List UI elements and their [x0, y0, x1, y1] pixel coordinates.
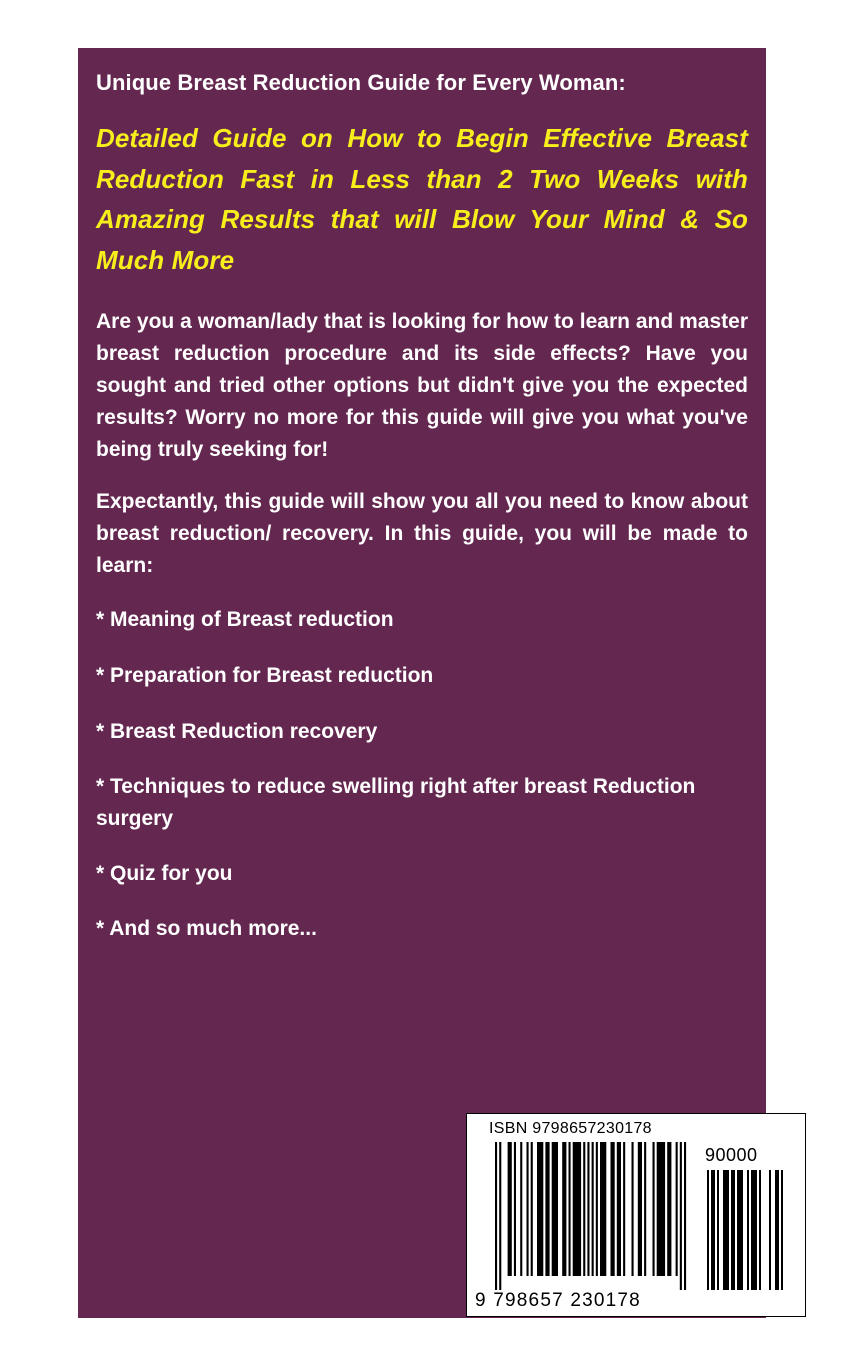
- barcode-bar: [527, 1142, 529, 1276]
- barcode-bar: [676, 1142, 678, 1276]
- barcode-bar: [520, 1142, 522, 1276]
- barcode-bar: [684, 1142, 686, 1290]
- barcode-bar: [638, 1142, 642, 1276]
- barcode-bar: [707, 1170, 709, 1290]
- barcode-bar: [617, 1142, 621, 1276]
- barcode-bar: [552, 1142, 558, 1276]
- barcode-bar: [611, 1142, 615, 1276]
- barcode-bar: [751, 1170, 757, 1290]
- barcode-bar: [731, 1170, 735, 1290]
- barcode-bar: [711, 1170, 715, 1290]
- barcode-bar: [600, 1142, 606, 1276]
- barcode-bar: [653, 1142, 655, 1276]
- barcode-bar: [717, 1170, 719, 1290]
- barcode-bar: [514, 1142, 516, 1276]
- barcode-bar: [781, 1170, 783, 1290]
- cover-heading: Unique Breast Reduction Guide for Every Woman:: [96, 70, 626, 95]
- bullet-item: * Meaning of Breast reduction: [96, 608, 394, 631]
- bullet-item: * Preparation for Breast reduction: [96, 664, 434, 687]
- barcode-bar: [667, 1142, 671, 1276]
- barcode-bar: [769, 1170, 771, 1290]
- barcode-bar: [537, 1142, 543, 1276]
- barcode-bar: [737, 1170, 743, 1290]
- barcode-digits: 9 798657 230178: [475, 1290, 641, 1311]
- barcode-bar: [583, 1142, 585, 1276]
- barcode-bar: [562, 1142, 566, 1276]
- bullet-item: * Quiz for you: [96, 862, 233, 885]
- barcode-bar: [657, 1142, 665, 1276]
- barcode-bar: [531, 1142, 533, 1276]
- bullet-item: * Breast Reduction recovery: [96, 720, 378, 743]
- barcode-bar: [747, 1170, 749, 1290]
- barcode-bar: [545, 1142, 549, 1276]
- cover-subtitle: Detailed Guide on How to Begin Effective Breast Reduction Fast in Less than 2 Two Weeks with Amazing Results that will Blow Your Mind & So Much More: [96, 123, 748, 275]
- barcode-bar: [680, 1142, 682, 1290]
- bullet-item: * Techniques to reduce swelling right after breast Reduction surgery: [96, 775, 696, 830]
- barcode-bar: [644, 1142, 646, 1276]
- addon-price-code: 90000: [705, 1145, 758, 1165]
- barcode-bar: [495, 1142, 497, 1290]
- barcode-bar: [508, 1142, 512, 1276]
- barcode-bar: [587, 1142, 589, 1276]
- barcode-bar: [573, 1142, 581, 1276]
- barcode-bar: [596, 1142, 598, 1276]
- isbn-barcode-box: [466, 1113, 806, 1317]
- barcode-bar: [759, 1170, 761, 1290]
- barcode-bar: [723, 1170, 729, 1290]
- expectation-paragraph: Expectantly, this guide will show you all you need to know about breast reduction/ recovery. In this guide, you will be made to learn:: [96, 490, 748, 577]
- bullet-item: * And so much more...: [96, 917, 317, 940]
- isbn-label: ISBN 9798657230178: [489, 1120, 652, 1137]
- barcode-bar: [592, 1142, 594, 1276]
- barcode-bar: [569, 1142, 571, 1276]
- barcode-bar: [623, 1142, 625, 1276]
- barcode-bar: [499, 1142, 501, 1290]
- barcode-bar: [775, 1170, 779, 1290]
- intro-paragraph: Are you a woman/lady that is looking for how to learn and master breast reduction procedure and its side effects? Have you sought and tried other options but didn't give you the expected results? Worry no more for this guide will give you what you've being truly seeking for!: [96, 310, 748, 461]
- barcode-bar: [632, 1142, 634, 1276]
